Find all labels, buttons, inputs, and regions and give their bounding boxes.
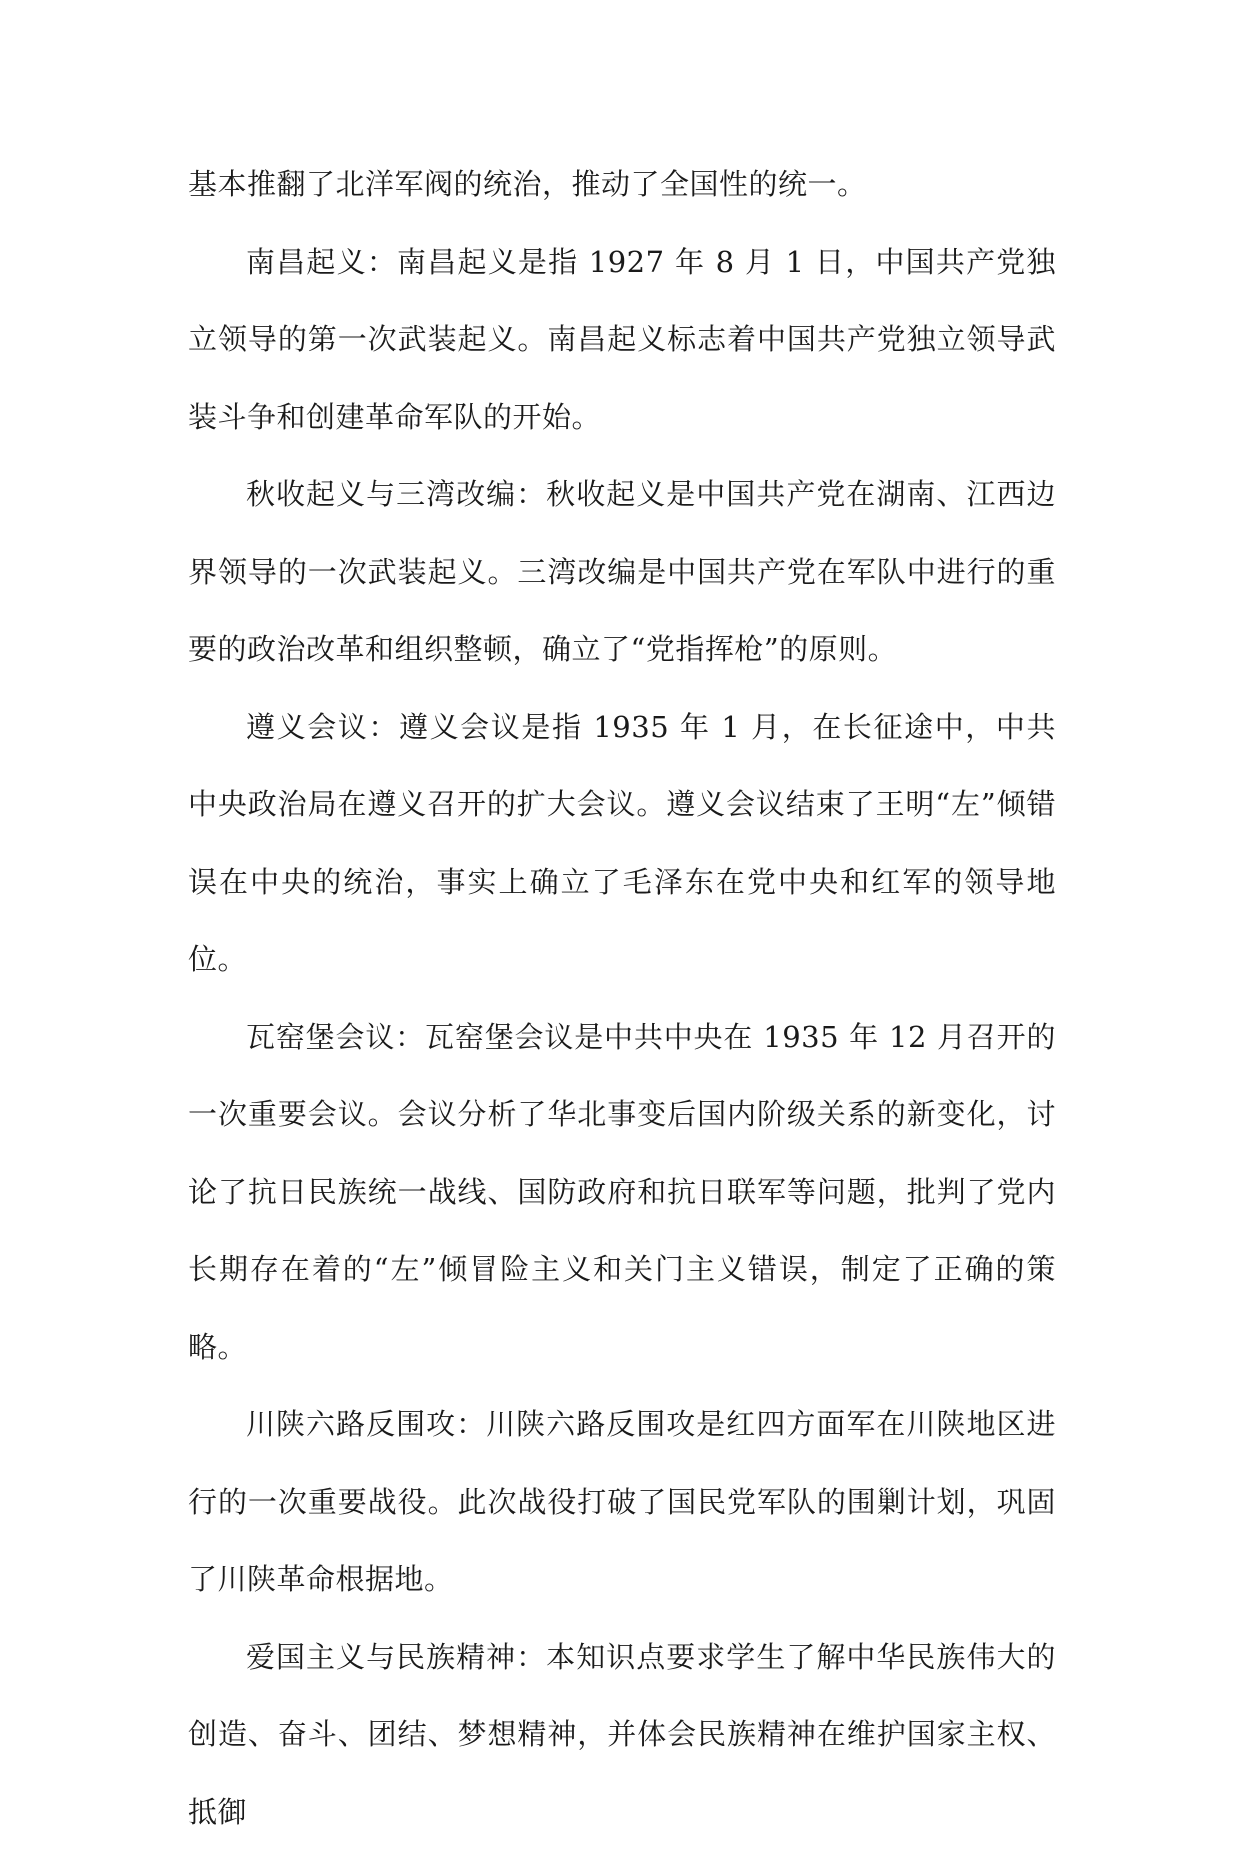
paragraph-wayaobao-conference: 瓦窑堡会议：瓦窑堡会议是中共中央在 1935 年 12 月召开的一次重要会议。会议分析了华北事变后国内阶级关系的新变化，讨论了抗日民族统一战线、国防政府和抗日联军等问题，批判了党内长期存在着的“左”倾冒险主义和关门主义错误，制定了正确的策略。 [188, 999, 1056, 1387]
document-body [188, 146, 1056, 1851]
paragraph-nanchang-uprising: 南昌起义：南昌起义是指 1927 年 8 月 1 日，中国共产党独立领导的第一次武装起义。南昌起义标志着中国共产党独立领导武装斗争和创建革命军队的开始。 [188, 224, 1056, 457]
paragraph-chuanshan-counter-siege: 川陕六路反围攻：川陕六路反围攻是红四方面军在川陕地区进行的一次重要战役。此次战役打破了国民党军队的围剿计划，巩固了川陕革命根据地。 [188, 1386, 1056, 1619]
paragraph-autumn-harvest-uprising: 秋收起义与三湾改编：秋收起义是中国共产党在湖南、江西边界领导的一次武装起义。三湾改编是中国共产党在军队中进行的重要的政治改革和组织整顿，确立了“党指挥枪”的原则。 [188, 456, 1056, 689]
paragraph-zunyi-conference: 遵义会议：遵义会议是指 1935 年 1 月，在长征途中，中共中央政治局在遵义召开的扩大会议。遵义会议结束了王明“左”倾错误在中央的统治，事实上确立了毛泽东在党中央和红军的领导地位。 [188, 689, 1056, 999]
paragraph-beiyang-conclusion: 基本推翻了北洋军阀的统治，推动了全国性的统一。 [188, 146, 1056, 224]
paragraph-patriotism-national-spirit: 爱国主义与民族精神：本知识点要求学生了解中华民族伟大的创造、奋斗、团结、梦想精神，并体会民族精神在维护国家主权、抵御 [188, 1619, 1056, 1851]
